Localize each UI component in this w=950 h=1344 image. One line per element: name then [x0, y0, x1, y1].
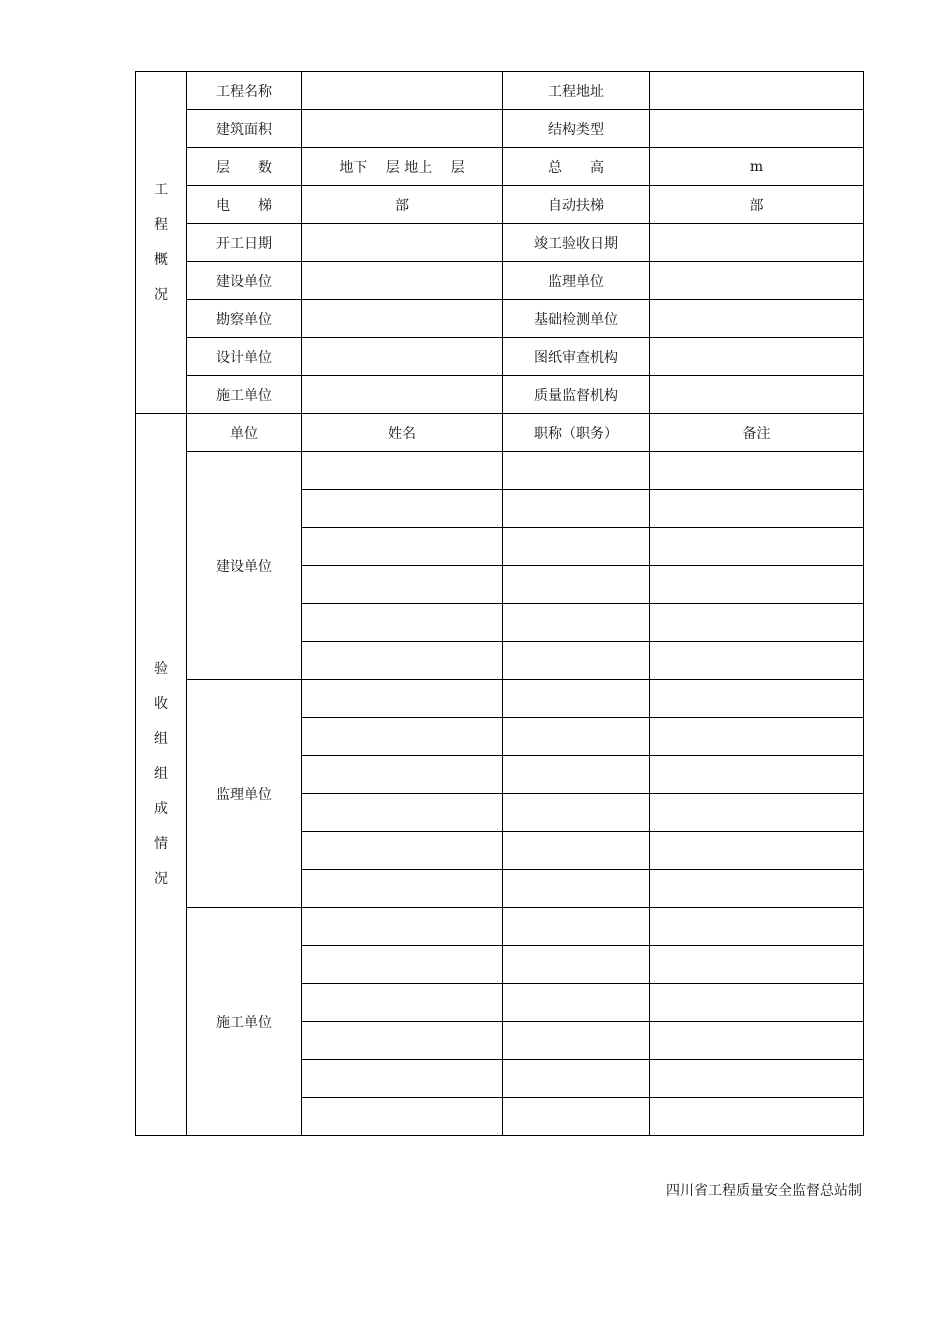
member-title-cell[interactable] [503, 452, 650, 490]
member-note-cell[interactable] [650, 680, 864, 718]
member-title-cell[interactable] [503, 490, 650, 528]
member-title-cell[interactable] [503, 604, 650, 642]
member-note-cell[interactable] [650, 984, 864, 1022]
column-header-note: 备注 [650, 414, 864, 452]
member-note-cell[interactable] [650, 452, 864, 490]
overview-row [136, 148, 864, 186]
member-title-cell[interactable] [503, 984, 650, 1022]
member-title-cell[interactable] [503, 756, 650, 794]
member-title-cell[interactable] [503, 870, 650, 908]
member-name-cell[interactable] [302, 832, 503, 870]
member-note-cell[interactable] [650, 756, 864, 794]
member-name-cell[interactable] [302, 528, 503, 566]
team-member-row [136, 680, 864, 718]
member-name-cell[interactable] [302, 908, 503, 946]
member-title-cell[interactable] [503, 1060, 650, 1098]
overview-row [136, 262, 864, 300]
member-name-cell[interactable] [302, 490, 503, 528]
member-note-cell[interactable] [650, 604, 864, 642]
field-label: 图纸审查机构 [503, 338, 650, 376]
field-label: 勘察单位 [187, 300, 302, 338]
member-note-cell[interactable] [650, 566, 864, 604]
member-name-cell[interactable] [302, 718, 503, 756]
member-name-cell[interactable] [302, 604, 503, 642]
member-note-cell[interactable] [650, 642, 864, 680]
overview-section-label [136, 72, 187, 414]
field-label: 工程地址 [503, 72, 650, 110]
field-label: 结构类型 [503, 110, 650, 148]
field-value[interactable]: m [650, 148, 864, 186]
overview-row [136, 72, 864, 110]
field-value[interactable] [650, 72, 864, 110]
member-note-cell[interactable] [650, 718, 864, 756]
team-member-row [136, 452, 864, 490]
team-section-label [136, 414, 187, 1136]
acceptance-form-table [135, 71, 864, 1136]
project-overview-section [136, 72, 864, 414]
field-label: 自动扶梯 [503, 186, 650, 224]
field-value[interactable]: 部 [650, 186, 864, 224]
member-note-cell[interactable] [650, 908, 864, 946]
member-title-cell[interactable] [503, 718, 650, 756]
member-note-cell[interactable] [650, 946, 864, 984]
field-value[interactable] [650, 224, 864, 262]
field-value[interactable] [302, 300, 503, 338]
member-name-cell[interactable] [302, 680, 503, 718]
field-label: 工程名称 [187, 72, 302, 110]
member-name-cell[interactable] [302, 756, 503, 794]
field-value[interactable] [650, 376, 864, 414]
team-unit-label: 监理单位 [187, 680, 302, 908]
member-title-cell[interactable] [503, 1022, 650, 1060]
member-name-cell[interactable] [302, 946, 503, 984]
member-note-cell[interactable] [650, 1022, 864, 1060]
section-label-char: 情 [154, 836, 168, 852]
member-title-cell[interactable] [503, 680, 650, 718]
issuer-footer: 四川省工程质量安全监督总站制 [666, 1183, 862, 1199]
section-label-char: 组 [154, 731, 168, 747]
field-value[interactable] [302, 338, 503, 376]
member-title-cell[interactable] [503, 946, 650, 984]
overview-row [136, 110, 864, 148]
overview-row [136, 338, 864, 376]
member-name-cell[interactable] [302, 642, 503, 680]
field-label: 监理单位 [503, 262, 650, 300]
field-label: 电 梯 [187, 186, 302, 224]
field-label: 竣工验收日期 [503, 224, 650, 262]
member-name-cell[interactable] [302, 566, 503, 604]
field-value[interactable] [302, 262, 503, 300]
member-title-cell[interactable] [503, 908, 650, 946]
member-title-cell[interactable] [503, 528, 650, 566]
overview-row [136, 300, 864, 338]
overview-row [136, 376, 864, 414]
member-name-cell[interactable] [302, 1060, 503, 1098]
member-name-cell[interactable] [302, 1022, 503, 1060]
field-label: 层 数 [187, 148, 302, 186]
field-label: 质量监督机构 [503, 376, 650, 414]
column-header-title: 职称（职务） [503, 414, 650, 452]
member-name-cell[interactable] [302, 870, 503, 908]
column-header-unit: 单位 [187, 414, 302, 452]
field-value[interactable]: 部 [302, 186, 503, 224]
field-label: 建设单位 [187, 262, 302, 300]
field-value[interactable] [650, 262, 864, 300]
section-label-char: 验 [154, 661, 168, 677]
member-note-cell[interactable] [650, 490, 864, 528]
section-label-char: 组 [154, 766, 168, 782]
section-label-char: 概 [154, 251, 168, 268]
member-name-cell[interactable] [302, 1098, 503, 1136]
field-value[interactable] [302, 224, 503, 262]
team-header-row [136, 414, 864, 452]
member-title-cell[interactable] [503, 642, 650, 680]
overview-row [136, 224, 864, 262]
member-note-cell[interactable] [650, 832, 864, 870]
field-value[interactable]: 地下 层 地上 层 [302, 148, 503, 186]
field-label: 施工单位 [187, 376, 302, 414]
section-label-char: 况 [154, 286, 168, 303]
overview-row [136, 186, 864, 224]
section-label-char: 况 [154, 871, 168, 887]
field-label: 基础检测单位 [503, 300, 650, 338]
team-unit-label: 施工单位 [187, 908, 302, 1136]
field-label: 总 高 [503, 148, 650, 186]
field-value[interactable] [302, 72, 503, 110]
field-label: 建筑面积 [187, 110, 302, 148]
member-note-cell[interactable] [650, 1060, 864, 1098]
member-name-cell[interactable] [302, 452, 503, 490]
field-value[interactable] [650, 300, 864, 338]
section-label-char: 成 [154, 801, 168, 817]
section-label-char: 程 [154, 216, 168, 233]
member-name-cell[interactable] [302, 794, 503, 832]
member-name-cell[interactable] [302, 984, 503, 1022]
field-value[interactable] [302, 376, 503, 414]
member-title-cell[interactable] [503, 832, 650, 870]
member-title-cell[interactable] [503, 1098, 650, 1136]
member-note-cell[interactable] [650, 794, 864, 832]
field-value[interactable] [650, 110, 864, 148]
field-label: 开工日期 [187, 224, 302, 262]
section-label-char: 工 [154, 181, 168, 198]
field-label: 设计单位 [187, 338, 302, 376]
member-note-cell[interactable] [650, 870, 864, 908]
member-title-cell[interactable] [503, 794, 650, 832]
section-label-char: 收 [154, 696, 168, 712]
member-note-cell[interactable] [650, 528, 864, 566]
column-header-name: 姓名 [302, 414, 503, 452]
field-value[interactable] [302, 110, 503, 148]
member-title-cell[interactable] [503, 566, 650, 604]
team-member-row [136, 908, 864, 946]
acceptance-team-section [136, 414, 864, 1136]
team-unit-label: 建设单位 [187, 452, 302, 680]
member-note-cell[interactable] [650, 1098, 864, 1136]
field-value[interactable] [650, 338, 864, 376]
